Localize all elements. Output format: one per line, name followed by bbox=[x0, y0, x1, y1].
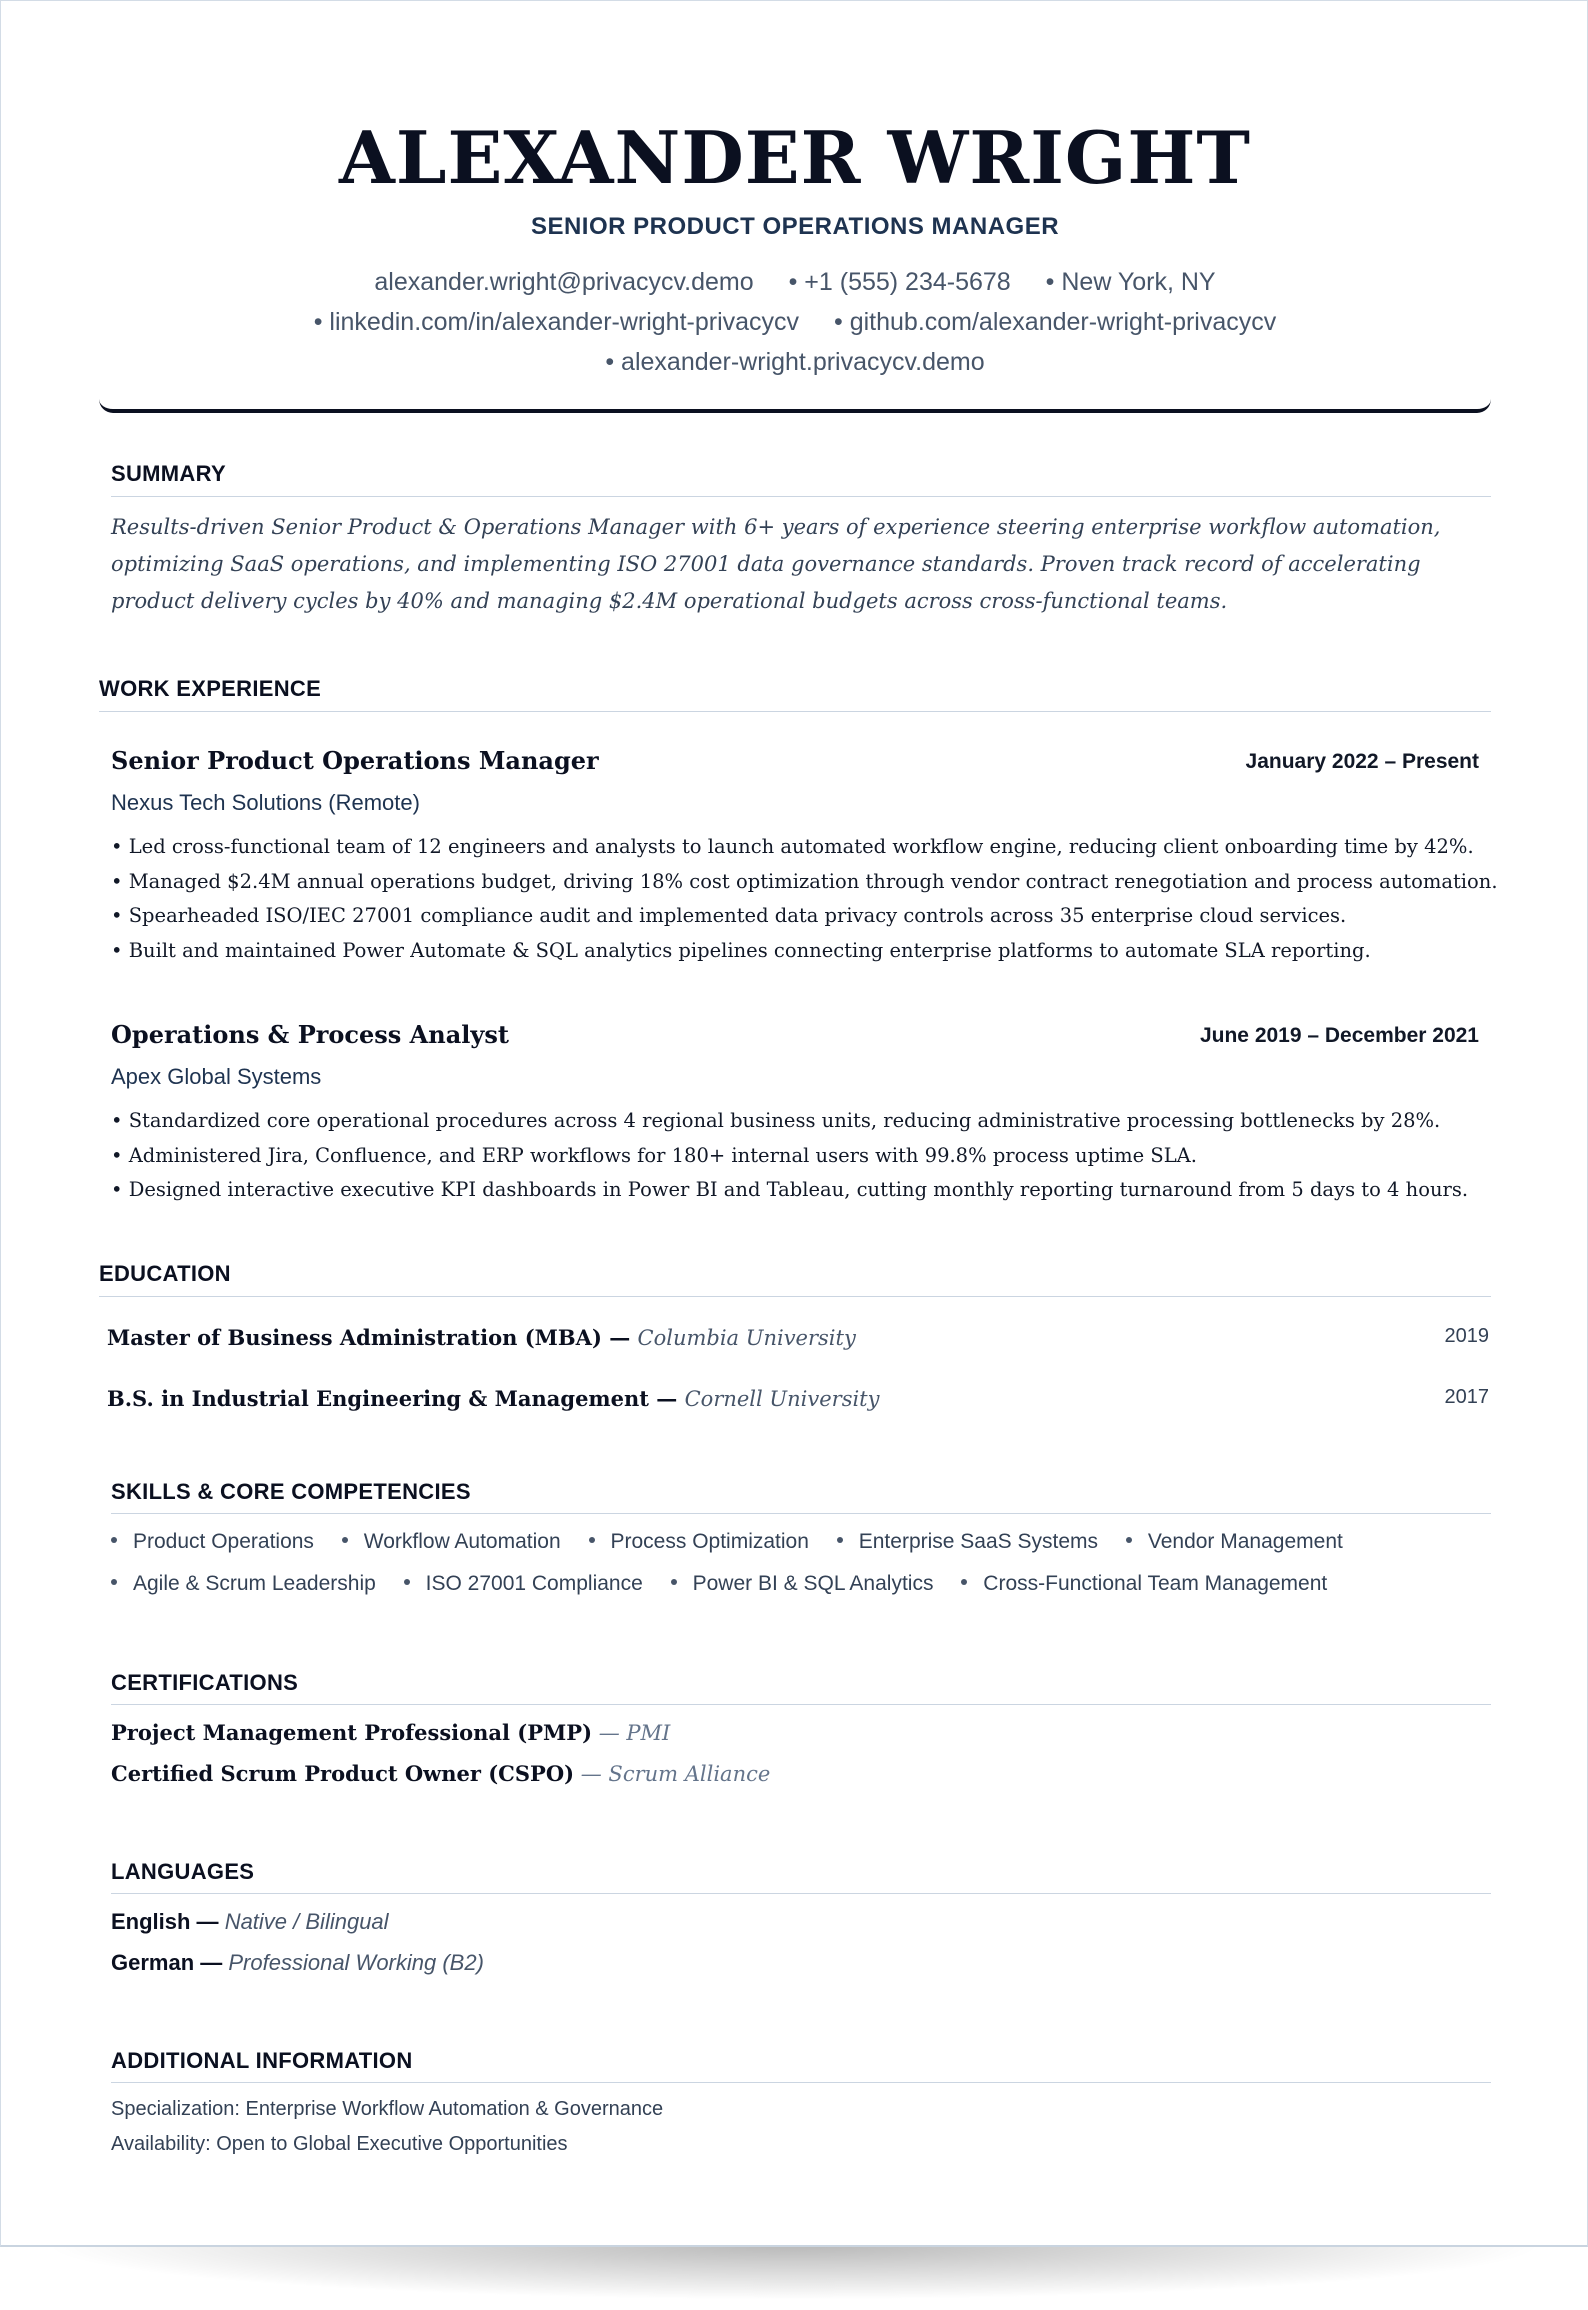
certification-item bbox=[111, 1720, 670, 1746]
github-link[interactable]: • github.com/alexander-wright-privacycv bbox=[834, 308, 1277, 336]
skill-tag: Product Operations bbox=[111, 1530, 314, 1554]
skill-tag: Process Optimization bbox=[589, 1530, 809, 1554]
linkedin-link[interactable]: • linkedin.com/in/alexander-wright-privacycv bbox=[313, 308, 800, 336]
languages-divider bbox=[111, 1893, 1491, 1894]
bullet-item: • Spearheaded ISO/IEC 27001 compliance audit and implemented data privacy controls across 35 enterprise cloud services. bbox=[111, 904, 1347, 927]
certifications-divider bbox=[111, 1704, 1491, 1705]
bullet-dot-icon bbox=[404, 1579, 410, 1585]
bullet-item: • Designed interactive executive KPI dashboards in Power BI and Tableau, cutting monthly reporting turnaround from 5 days to 4 hours. bbox=[111, 1178, 1469, 1201]
contact-line-3 bbox=[99, 346, 1491, 378]
skill-tag: Power BI & SQL Analytics bbox=[671, 1572, 934, 1596]
job-dates: June 2019 – December 2021 bbox=[1199, 1024, 1479, 1047]
header-divider bbox=[99, 399, 1491, 413]
certification-item bbox=[111, 1761, 770, 1787]
languages-heading: LANGUAGES bbox=[111, 1859, 255, 1884]
skills-heading: SKILLS & CORE COMPETENCIES bbox=[111, 1479, 471, 1504]
job-company: Apex Global Systems bbox=[111, 1064, 322, 1089]
additional-info-line: Specialization: Enterprise Workflow Automation & Governance bbox=[111, 2098, 664, 2120]
graduation-year: 2017 bbox=[1444, 1386, 1489, 1408]
language-name: English — bbox=[111, 1909, 225, 1934]
bullet-item: • Standardized core operational procedures across 4 regional business units, reducing administrative processing bottlenecks by 28%. bbox=[111, 1109, 1441, 1132]
language-level: Professional Working (B2) bbox=[228, 1950, 484, 1975]
bullet-dot-icon bbox=[1126, 1537, 1132, 1543]
language-item bbox=[111, 1950, 484, 1976]
experience-heading: WORK EXPERIENCE bbox=[99, 676, 322, 701]
bullet-item: • Managed $2.4M annual operations budget, driving 18% cost optimization through vendor contract renegotiation and process automation. bbox=[111, 869, 1498, 893]
degree-name: B.S. in Industrial Engineering & Management — bbox=[107, 1386, 685, 1411]
school-name: Cornell University bbox=[684, 1387, 880, 1411]
skill-tag: Cross-Functional Team Management bbox=[961, 1572, 1327, 1596]
skill-tag: ISO 27001 Compliance bbox=[404, 1572, 643, 1596]
bullet-dot-icon bbox=[342, 1537, 348, 1543]
additional-info-heading: ADDITIONAL INFORMATION bbox=[111, 2048, 413, 2073]
job-company: Nexus Tech Solutions (Remote) bbox=[111, 790, 420, 815]
summary-text: Results-driven Senior Product & Operations Manager with 6+ years of experience steering enterprise workflow automation, optimizing SaaS operations, and implementing ISO 27001 data governance standards. Proven track record of accelerating product delivery cycles by 40% and managing $2.4M operational budgets across cross-functional teams. bbox=[111, 515, 1441, 613]
job-title: Senior Product Operations Manager bbox=[111, 746, 599, 775]
bullet-dot-icon bbox=[671, 1579, 677, 1585]
school-name: Columbia University bbox=[637, 1326, 856, 1350]
contact-line-1 bbox=[99, 266, 1491, 298]
bullet-dot-icon bbox=[589, 1537, 595, 1543]
experience-divider bbox=[99, 711, 1491, 712]
bullet-item: • Led cross-functional team of 12 engineers and analysts to launch automated workflow engine, reducing client onboarding time by 42%. bbox=[111, 835, 1474, 858]
bullet-dot-icon bbox=[111, 1579, 117, 1585]
job-title: Operations & Process Analyst bbox=[111, 1020, 509, 1049]
certification-name: Certified Scrum Product Owner (CSPO) bbox=[111, 1761, 575, 1786]
skill-tag: Agile & Scrum Leadership bbox=[111, 1572, 376, 1596]
candidate-name: ALEXANDER WRIGHT bbox=[338, 115, 1252, 200]
bullet-item: • Administered Jira, Confluence, and ERP workflows for 180+ internal users with 99.8% process uptime SLA. bbox=[111, 1143, 1197, 1167]
certification-issuer: — Scrum Alliance bbox=[574, 1762, 771, 1786]
skill-tag: Vendor Management bbox=[1126, 1530, 1343, 1554]
skills-row bbox=[111, 1530, 1365, 1554]
contact-line-2 bbox=[99, 306, 1491, 338]
skill-tag: Workflow Automation bbox=[342, 1530, 561, 1554]
phone-text[interactable]: • +1 (555) 234-5678 bbox=[788, 268, 1011, 296]
job-bullets bbox=[111, 1104, 1501, 1208]
summary-divider bbox=[111, 496, 1491, 497]
bullet-dot-icon bbox=[837, 1537, 843, 1543]
education-divider bbox=[99, 1296, 1491, 1297]
education-item bbox=[107, 1325, 1489, 1351]
degree-name: Master of Business Administration (MBA) — bbox=[107, 1325, 638, 1350]
language-item bbox=[111, 1909, 389, 1935]
candidate-title: SENIOR PRODUCT OPERATIONS MANAGER bbox=[530, 213, 1060, 240]
skills-divider bbox=[111, 1513, 1491, 1514]
language-level: Native / Bilingual bbox=[224, 1909, 389, 1934]
skills-row bbox=[111, 1572, 1349, 1596]
additional-info-line: Availability: Open to Global Executive Opportunities bbox=[111, 2133, 568, 2155]
summary-heading: SUMMARY bbox=[111, 461, 226, 486]
bullet-dot-icon bbox=[961, 1579, 967, 1585]
education-item bbox=[107, 1386, 1489, 1412]
skill-tag: Enterprise SaaS Systems bbox=[837, 1530, 1098, 1554]
education-heading: EDUCATION bbox=[99, 1261, 231, 1286]
graduation-year: 2019 bbox=[1444, 1325, 1489, 1347]
job-dates: January 2022 – Present bbox=[1245, 750, 1479, 773]
language-name: German — bbox=[111, 1950, 229, 1975]
website-link[interactable]: • alexander-wright.privacycv.demo bbox=[605, 348, 985, 376]
certification-issuer: — PMI bbox=[592, 1721, 671, 1745]
location-text: • New York, NY bbox=[1045, 268, 1216, 296]
certifications-heading: CERTIFICATIONS bbox=[111, 1670, 299, 1695]
bullet-dot-icon bbox=[111, 1537, 117, 1543]
certification-name: Project Management Professional (PMP) bbox=[111, 1720, 593, 1745]
job-bullets bbox=[111, 830, 1501, 968]
email-link[interactable]: alexander.wright@privacycv.demo bbox=[374, 268, 754, 296]
additional-info-divider bbox=[111, 2082, 1491, 2083]
bullet-item: • Built and maintained Power Automate & SQL analytics pipelines connecting enterprise platforms to automate SLA reporting. bbox=[111, 938, 1371, 962]
